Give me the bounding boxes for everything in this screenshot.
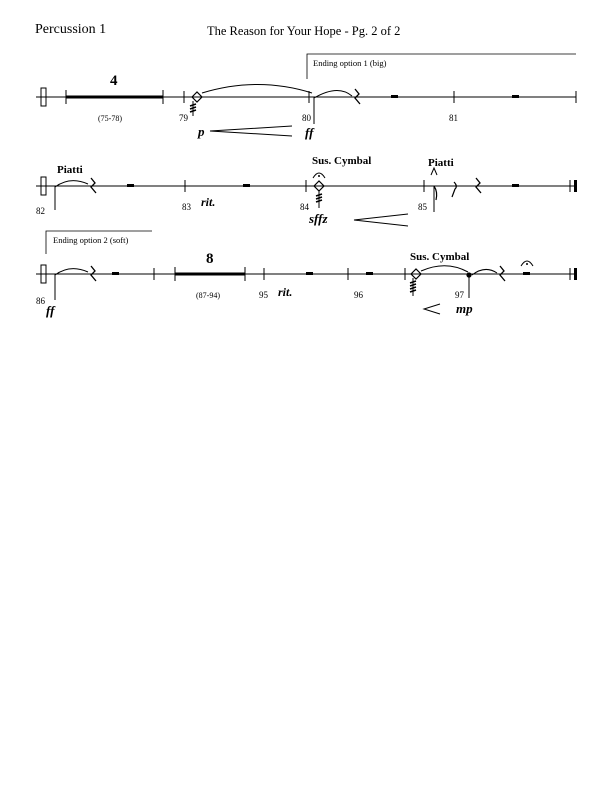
instrument-label: Piatti	[428, 157, 454, 169]
measure-number: 85	[418, 202, 427, 212]
dynamic-ff: ff	[46, 303, 55, 318]
tempo-rit: rit.	[278, 285, 293, 299]
measure-number: 86	[36, 296, 45, 306]
accent-marcato	[431, 168, 437, 175]
eighth-rest	[452, 182, 456, 197]
instrument-label: Sus. Cymbal	[410, 251, 470, 263]
measure-number: 79	[179, 113, 188, 123]
dynamic-ff: ff	[305, 125, 314, 140]
multirest-range: (75-78)	[98, 114, 122, 123]
multirest-count: 4	[110, 73, 118, 89]
measure-number: 96	[354, 290, 363, 300]
dynamic-mp: mp	[456, 301, 473, 316]
measure-number: 95	[259, 290, 268, 300]
ending-label: Ending option 2 (soft)	[53, 235, 129, 245]
instrument-label: Sus. Cymbal	[312, 155, 372, 167]
measure-number: 80	[302, 113, 311, 123]
half-rest	[391, 95, 398, 98]
dynamic-p: p	[198, 124, 205, 139]
multirest-bar-2	[175, 273, 245, 276]
measure-number: 97	[455, 290, 464, 300]
measure-number: 81	[449, 113, 458, 123]
multirest-range: (87-94)	[196, 291, 220, 300]
tempo-rit: rit.	[201, 195, 216, 209]
measure-number: 82	[36, 206, 45, 216]
multirest-bar-1	[66, 96, 163, 99]
tie	[202, 85, 312, 94]
dynamic-sffz: sffz	[309, 211, 328, 226]
instrument-label: Piatti	[57, 164, 83, 176]
ending-label: Ending option 1 (big)	[313, 58, 387, 68]
measure-number: 84	[300, 202, 309, 212]
part-name: Percussion 1	[35, 22, 107, 37]
page-title: The Reason for Your Hope - Pg. 2 of 2	[207, 24, 401, 38]
measure-number: 83	[182, 202, 191, 212]
crescendo-hairpin	[210, 126, 292, 136]
final-barline	[574, 180, 577, 192]
multirest-count: 8	[206, 251, 214, 267]
